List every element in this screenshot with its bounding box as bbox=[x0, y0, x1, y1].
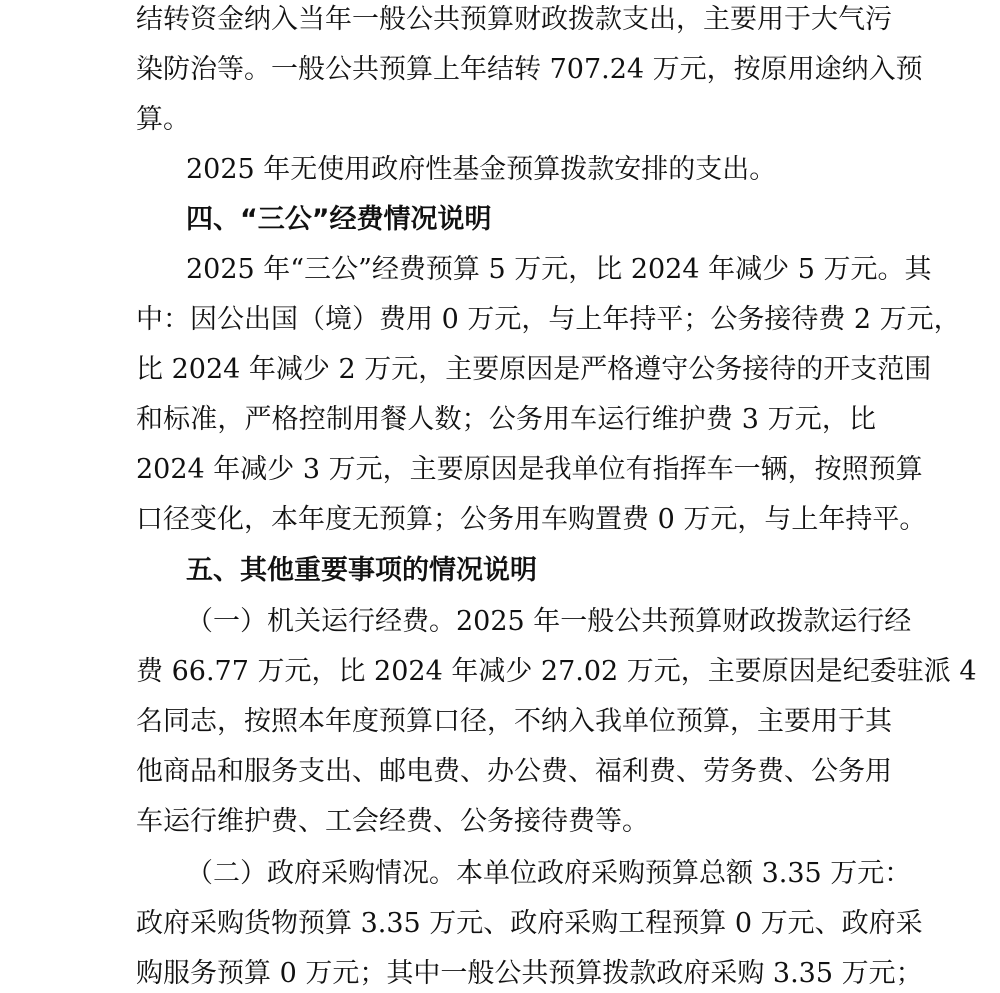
paragraph-line-18: 购服务预算 0 万元；其中一般公共预算拨款政府采购 3.35 万元； bbox=[136, 958, 923, 989]
paragraph-line-14: 他商品和服务支出、邮电费、办公费、福利费、劳务费、公务用 bbox=[136, 756, 892, 787]
paragraph-line-16: （二）政府采购情况。本单位政府采购预算总额 3.35 万元： bbox=[186, 858, 912, 889]
paragraph-line-17: 政府采购货物预算 3.35 万元、政府采购工程预算 0 万元、政府采 bbox=[136, 908, 923, 939]
paragraph-line-11: （一）机关运行经费。2025 年一般公共预算财政拨款运行经 bbox=[186, 606, 912, 637]
paragraph-line-1: 结转资金纳入当年一般公共预算财政拨款支出，主要用于大气污 bbox=[136, 4, 892, 35]
paragraph-line-4: 2025 年无使用政府性基金预算拨款安排的支出。 bbox=[186, 154, 777, 185]
paragraph-line-6: 中：因公出国（境）费用 0 万元，与上年持平；公务接待费 2 万元， bbox=[136, 304, 961, 335]
paragraph-line-9: 2024 年减少 3 万元，主要原因是我单位有指挥车一辆，按照预算 bbox=[136, 454, 923, 485]
paragraph-line-13: 名同志，按照本年度预算口径，不纳入我单位预算，主要用于其 bbox=[136, 706, 892, 737]
paragraph-line-5: 2025 年“三公”经费预算 5 万元，比 2024 年减少 5 万元。其 bbox=[186, 254, 932, 285]
paragraph-line-12: 费 66.77 万元，比 2024 年减少 27.02 万元，主要原因是纪委驻派 4 bbox=[136, 656, 977, 687]
paragraph-line-8: 和标准，严格控制用餐人数；公务用车运行维护费 3 万元，比 bbox=[136, 404, 876, 435]
paragraph-line-2: 染防治等。一般公共预算上年结转 707.24 万元，按原用途纳入预 bbox=[136, 54, 923, 85]
section-heading-five: 五、其他重要事项的情况说明 bbox=[186, 555, 537, 586]
paragraph-line-15: 车运行维护费、工会经费、公务接待费等。 bbox=[136, 806, 649, 837]
paragraph-line-7: 比 2024 年减少 2 万元，主要原因是严格遵守公务接待的开支范围 bbox=[136, 354, 932, 385]
section-heading-four: 四、“三公”经费情况说明 bbox=[186, 204, 492, 235]
paragraph-line-10: 口径变化，本年度无预算；公务用车购置费 0 万元，与上年持平。 bbox=[136, 504, 927, 535]
paragraph-line-3: 算。 bbox=[136, 104, 190, 135]
